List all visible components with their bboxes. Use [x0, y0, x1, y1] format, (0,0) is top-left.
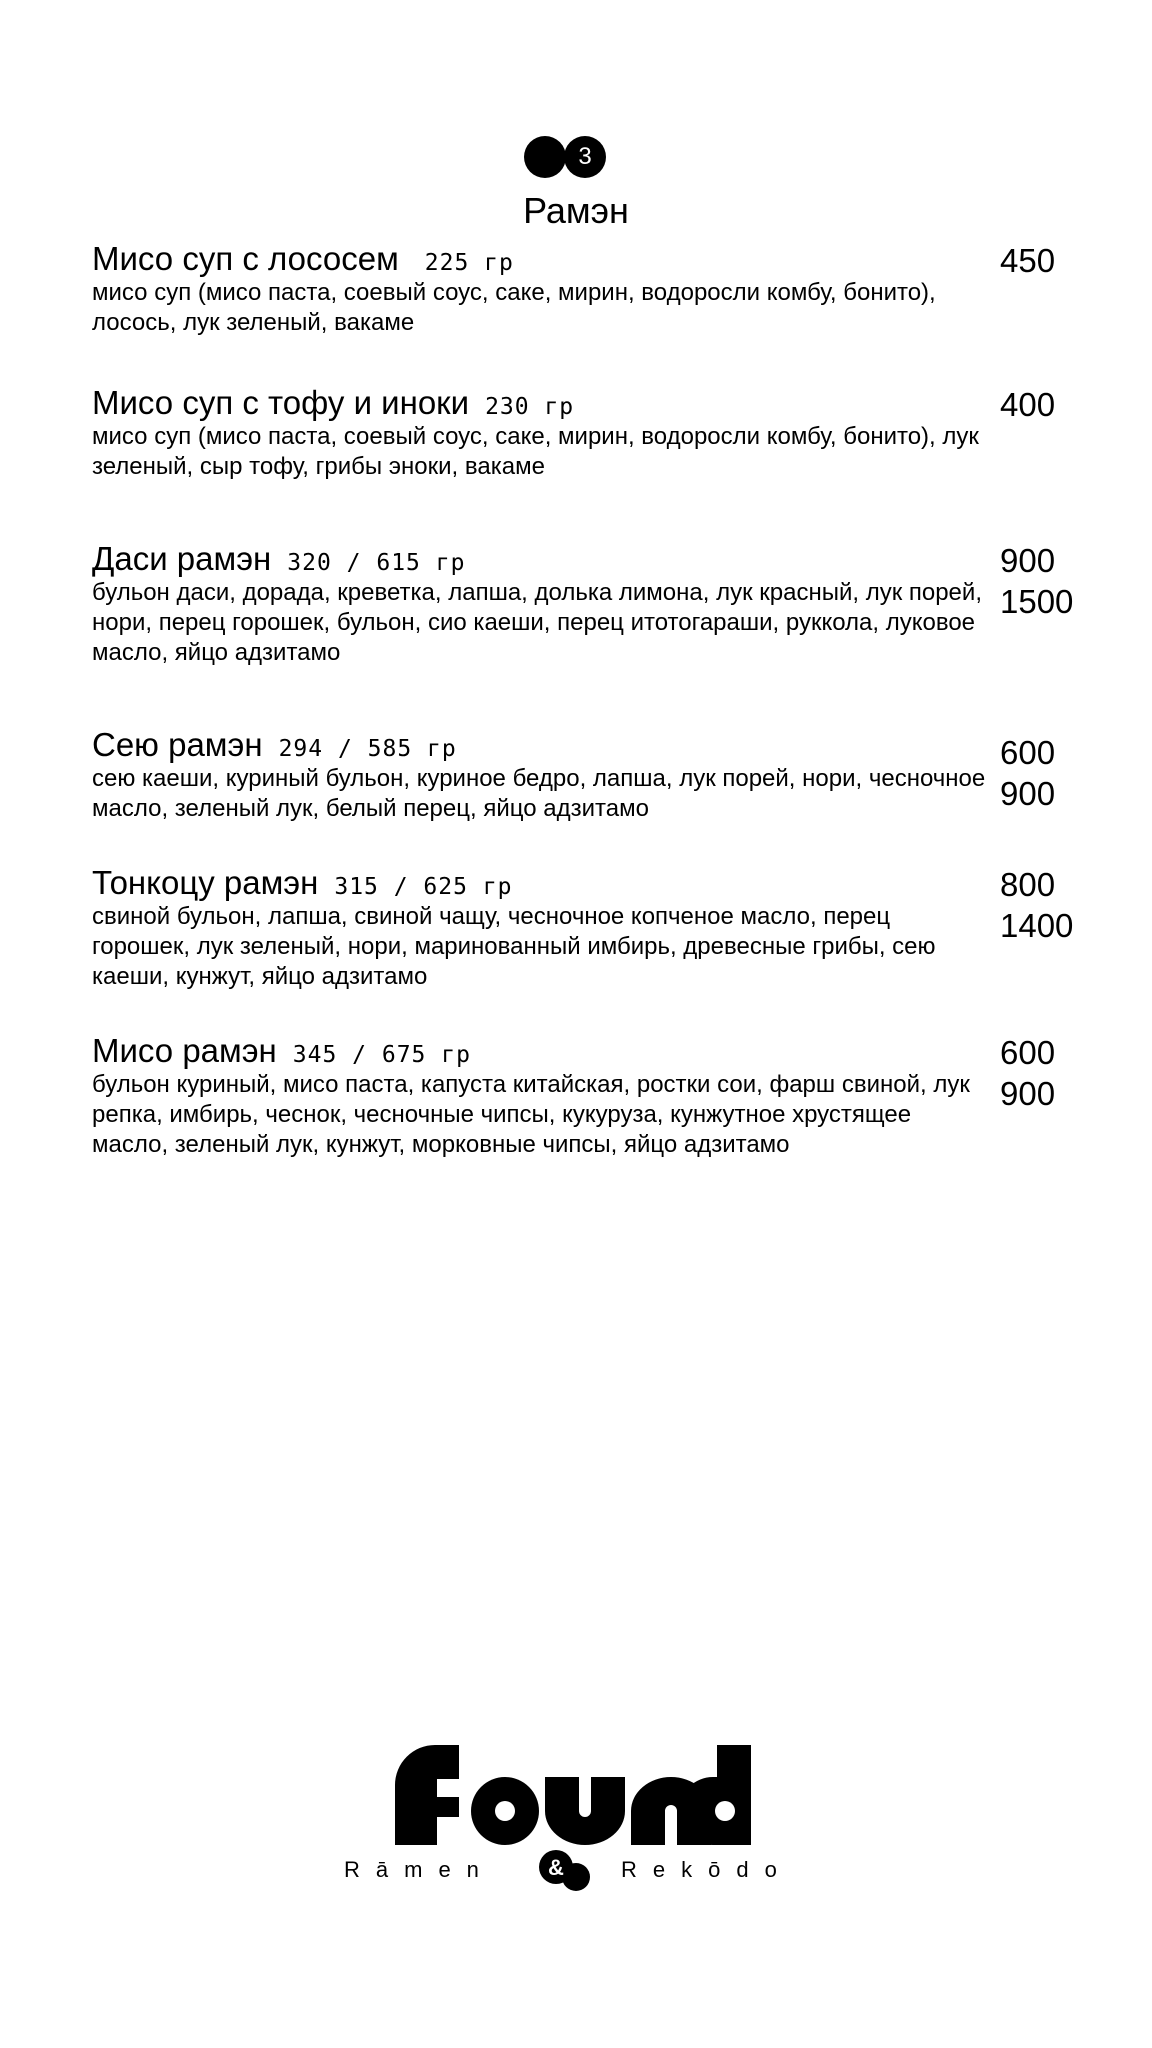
page-title: Рамэн — [523, 190, 629, 231]
item-weight: 345 / 675 гр — [292, 1042, 471, 1068]
item-prices — [1000, 240, 1100, 281]
tagline-right: Rekōdo — [621, 1857, 793, 1882]
menu-item — [92, 540, 1074, 668]
logo-letter-d — [679, 1745, 751, 1845]
item-name: Мисо суп с лососем — [92, 240, 399, 277]
badge-dot — [524, 136, 566, 178]
item-price: 450 — [1000, 242, 1056, 279]
item-name: Сею рамэн — [92, 726, 263, 763]
item-description: мисо суп (мисо паста, соевый соус, саке, мирин, водоросли комбу, бонито), лосось, лук зеленый, вакаме — [92, 279, 936, 336]
item-description: бульон куриный, мисо паста, капуста китайская, ростки сои, фарш свиной, лук репка, имбирь, чеснок, чесночные чипсы, кукуруза, кунжутное хрустящее масло, зеленый лук, кунжут, морковные чипсы, яйцо адзитамо — [92, 1071, 970, 1158]
found-logo — [395, 1745, 755, 1845]
logo-letter-f — [395, 1745, 459, 1845]
menu-item — [92, 726, 1056, 824]
item-price: 900 — [1000, 542, 1056, 579]
item-weight: 320 / 615 гр — [287, 550, 466, 576]
item-weight: 294 / 585 гр — [278, 736, 457, 762]
item-name: Мисо суп с тофу и иноки — [92, 384, 470, 421]
menu-item — [92, 240, 1056, 338]
item-price: 400 — [1000, 386, 1056, 423]
item-prices — [1000, 1032, 1100, 1114]
item-price: 800 — [1000, 866, 1056, 903]
item-description: бульон даси, дорада, креветка, лапша, долька лимона, лук красный, лук порей, нори, перец горошек, бульон, сио каеши, перец итотогараши, руккола, луковое масло, яйцо адзитамо — [92, 579, 982, 666]
item-prices — [1000, 384, 1100, 425]
item-description: сею каеши, куриный бульон, куриное бедро, лапша, лук порей, нори, чесночное масло, зеленый лук, белый перец, яйцо адзитамо — [92, 765, 986, 822]
logo-letter-u — [545, 1777, 625, 1845]
item-price: 900 — [1000, 775, 1056, 812]
item-price: 1400 — [1000, 907, 1074, 944]
item-weight: 315 / 625 гр — [334, 874, 513, 900]
item-price: 600 — [1000, 1034, 1056, 1071]
item-weight: 230 гр — [485, 394, 575, 420]
item-prices — [1000, 540, 1100, 622]
item-prices — [1000, 864, 1100, 946]
tagline-left: Rāmen — [344, 1857, 495, 1882]
menu-item — [92, 1032, 1056, 1160]
page-number-badge — [524, 136, 608, 178]
item-description: мисо суп (мисо паста, соевый соус, саке, мирин, водоросли комбу, бонито), лук зеленый, сыр тофу, грибы эноки, вакаме — [92, 423, 979, 480]
item-name: Даси рамэн — [92, 540, 272, 577]
item-name: Мисо рамэн — [92, 1032, 277, 1069]
item-name: Тонкоцу рамэн — [92, 864, 319, 901]
item-prices — [1000, 732, 1100, 814]
item-weight: 225 гр — [424, 250, 514, 276]
menu-item — [92, 864, 1074, 992]
item-price: 900 — [1000, 1075, 1056, 1112]
tagline — [336, 1853, 816, 1893]
item-description: свиной бульон, лапша, свиной чащу, чесночное копченое масло, перец горошек, лук зеленый, нори, маринованный имбирь, древесные грибы, сею каеши, кунжут, яйцо адзитамо — [92, 903, 936, 990]
item-price: 1500 — [1000, 583, 1074, 620]
ampersand-badge — [538, 1849, 608, 1893]
menu-item — [92, 384, 1056, 482]
item-price: 600 — [1000, 734, 1056, 771]
tagline-amp: & — [548, 1855, 564, 1880]
badge-number: 3 — [564, 136, 606, 178]
